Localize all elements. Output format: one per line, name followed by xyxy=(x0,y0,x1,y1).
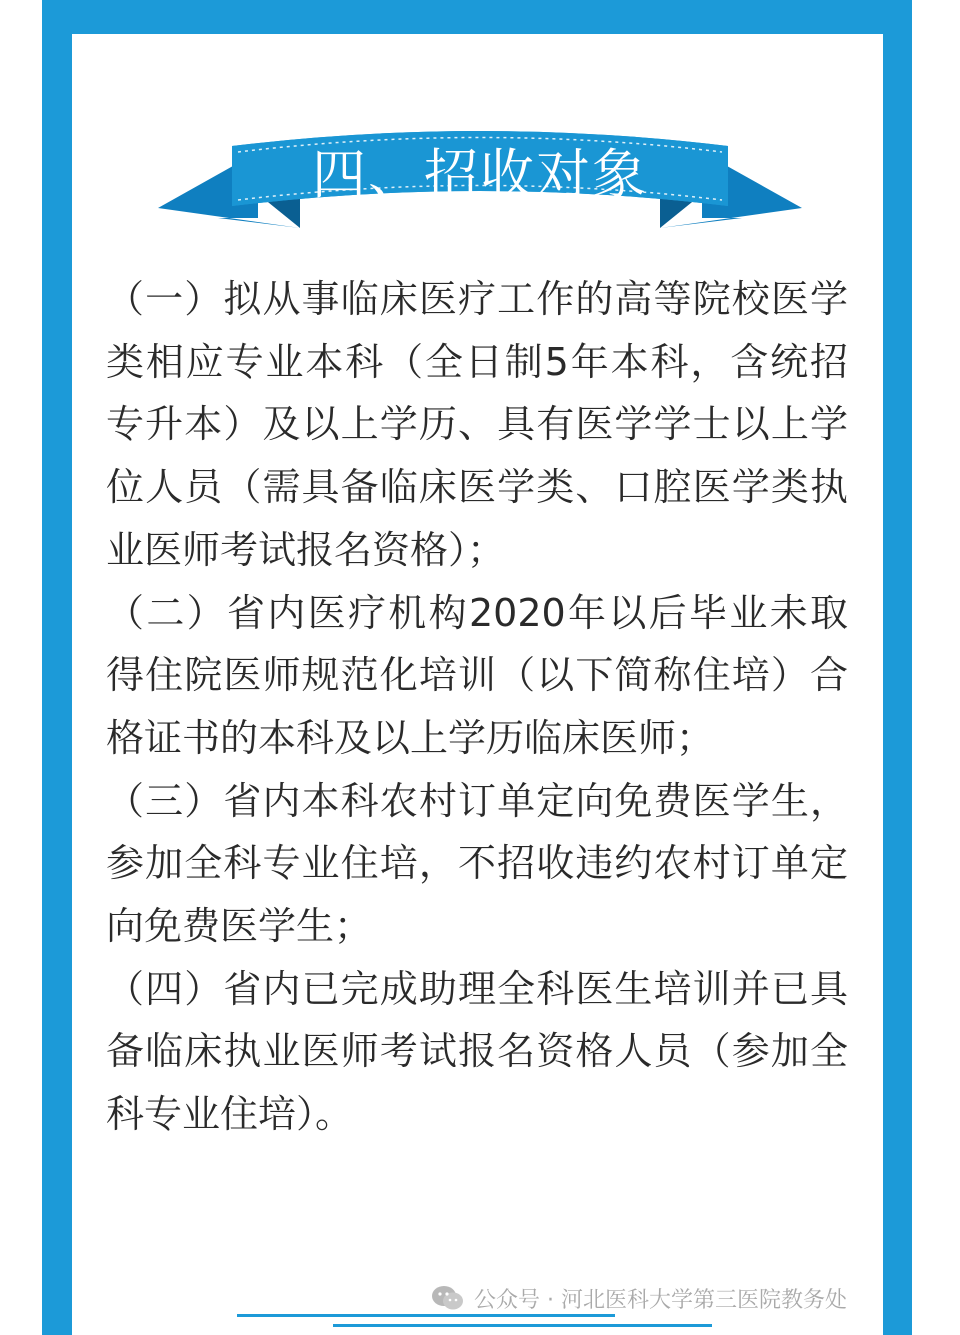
wechat-watermark xyxy=(430,1282,847,1314)
recruitment-targets xyxy=(106,268,848,1146)
bottom-divider-bottom xyxy=(333,1324,712,1327)
paragraph-target-1: （一）拟从事临床医疗工作的高等院校医学类相应专业本科（全日制5年本科，含统招专升本）及以上学历、具有医学学士以上学位人员（需具备临床医学类、口腔医学类执业医师考试报名资格）； xyxy=(106,277,848,572)
bottom-divider-top xyxy=(237,1314,615,1317)
paragraph-target-3: （三）省内本科农村订单定向免费医学生，参加全科专业住培，不招收违约农村订单定向免费医学生； xyxy=(106,778,848,949)
paragraph-target-4: （四）省内已完成助理全科医生培训并已具备临床执业医师考试报名资格人员（参加全科专业住培）。 xyxy=(106,966,848,1137)
wechat-icon xyxy=(430,1284,466,1312)
section-title: 四、招收对象 xyxy=(312,142,648,206)
paragraph-target-2: （二）省内医疗机构2020年以后毕业未取得住院医师规范化培训（以下简称住培）合格证书的本科及以上学历临床医师； xyxy=(106,590,848,760)
watermark-text: 公众号 · 河北医科大学第三医院教务处 xyxy=(474,1287,847,1313)
